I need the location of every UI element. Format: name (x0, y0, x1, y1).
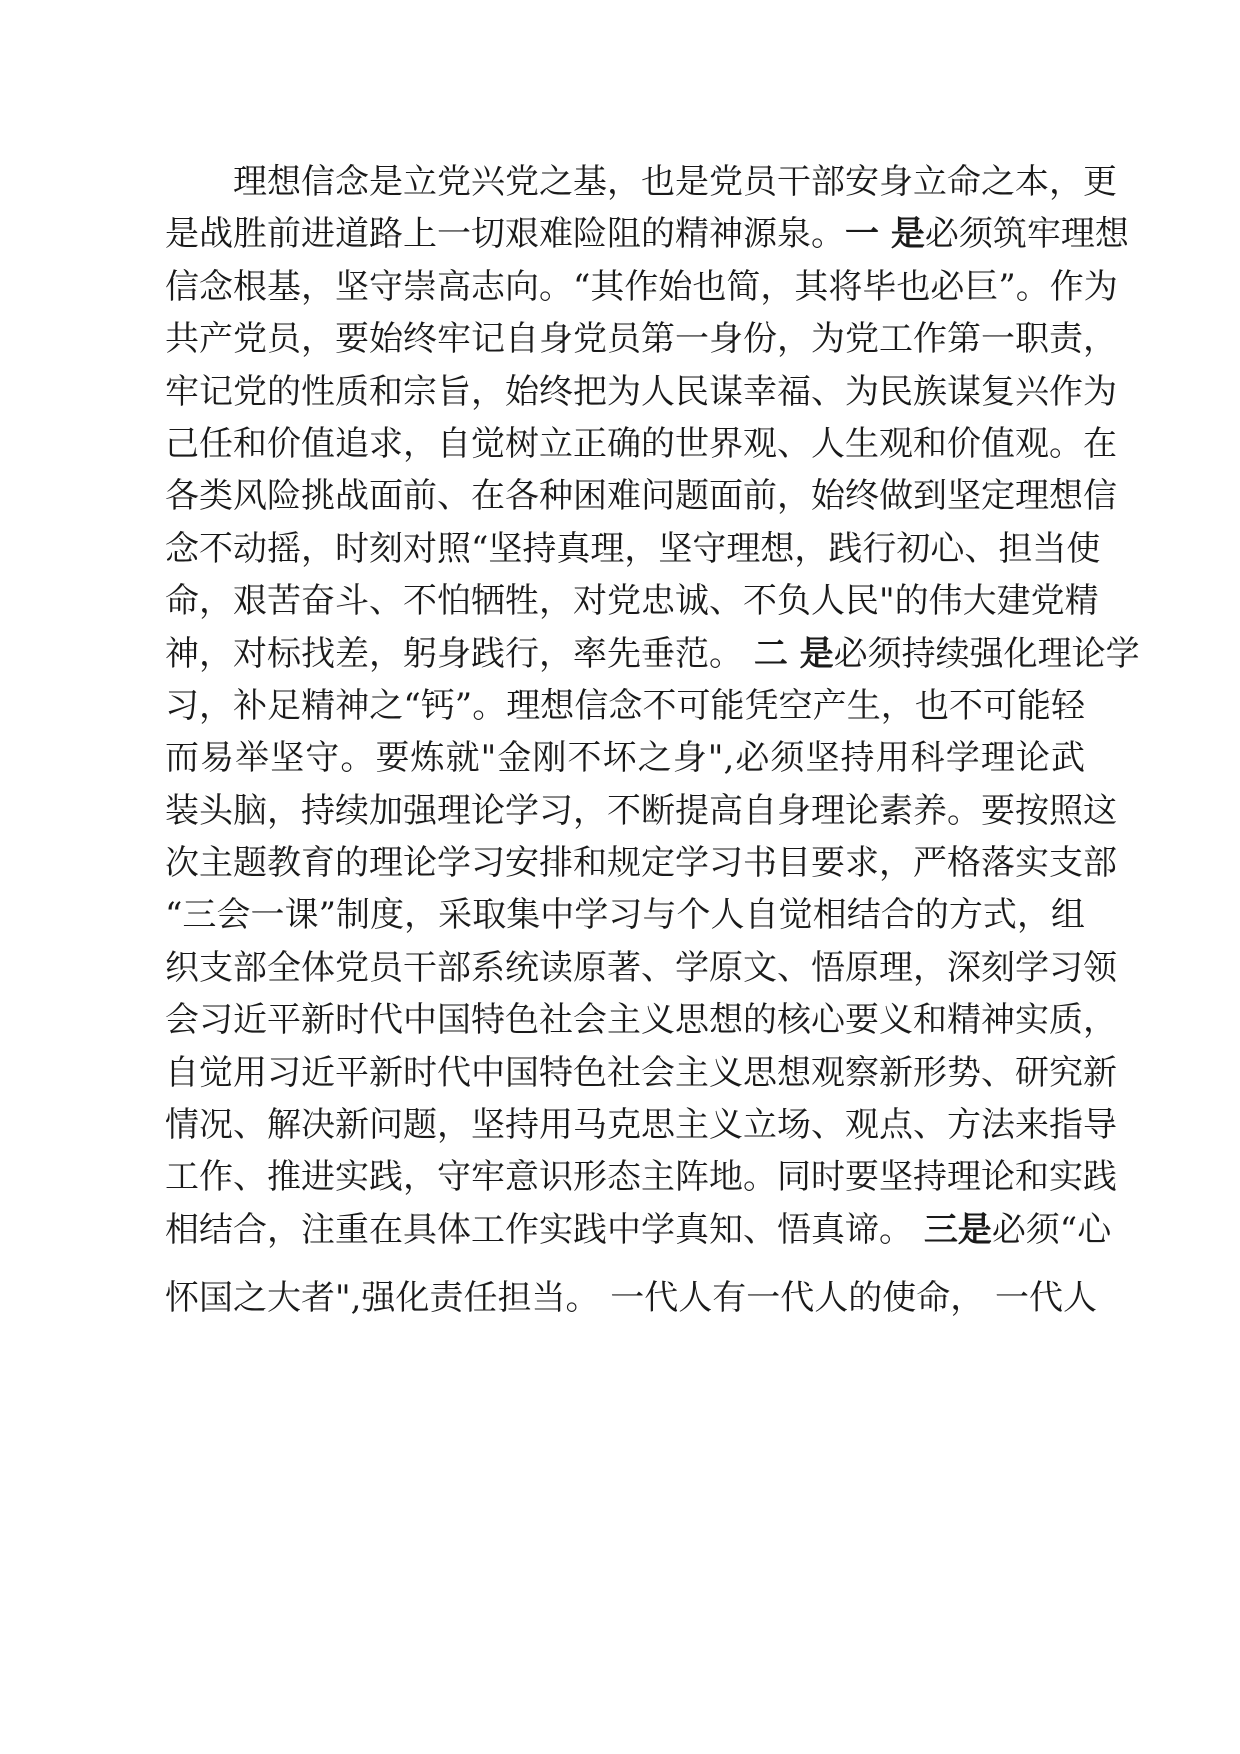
bold-marker: 二 是 (753, 633, 834, 674)
paragraph-line: 怀国之大者",强化责任担当。 一代人有一代人的使命， 一代人 (165, 1278, 1098, 1319)
paragraph-line: 装头脑，持续加强理论学习，不断提高自身理论素养。要按照这 (165, 790, 1117, 831)
paragraph-line: 命，艰苦奋斗、不怕牺牲，对党忠诚、不负人民"的伟大建党精 (165, 581, 1099, 622)
paragraph-line: 习，补足精神之“钙”。理想信念不可能凭空产生，也不可能轻 (165, 685, 1085, 726)
paragraph-line: 次主题教育的理论学习安排和规定学习书目要求，严格落实支部 (165, 843, 1117, 884)
paragraph-line: 信念根基，坚守崇高志向。“其作始也简，其将毕也必巨”。作为 (165, 266, 1118, 307)
paragraph-line: 工作、推进实践，守牢意识形态主阵地。同时要坚持理论和实践 (165, 1157, 1117, 1198)
paragraph-line: “三会一课”制度，采取集中学习与个人自觉相结合的方式，组 (165, 895, 1085, 936)
paragraph-line: 而易举坚守。要炼就"金刚不坏之身",必须坚持用科学理论武 (165, 738, 1085, 779)
paragraph-line: 是战胜前进道路上一切艰难险阻的精神源泉。一 是必须筑牢理想 (165, 214, 1129, 255)
paragraph-line: 理想信念是立党兴党之基，也是党员干部安身立命之本，更 (233, 162, 1117, 202)
paragraph-line: 己任和价值追求，自觉树立正确的世界观、人生观和价值观。在 (165, 423, 1117, 464)
paragraph-line: 相结合，注重在具体工作实践中学真知、悟真谛。 三是必须“心 (165, 1209, 1112, 1250)
body-paragraph (165, 156, 1140, 1325)
paragraph-line: 共产党员，要始终牢记自身党员第一身份，为党工作第一职责， (165, 319, 1117, 360)
paragraph-line: 织支部全体党员干部系统读原著、学原文、悟原理，深刻学习领 (165, 947, 1117, 988)
paragraph-line: 会习近平新时代中国特色社会主义思想的核心要义和精神实质， (165, 1000, 1117, 1041)
paragraph-line: 各类风险挑战面前、在各种困难问题面前，始终做到坚定理想信 (165, 476, 1117, 517)
bold-marker: 一 是 (845, 214, 925, 255)
paragraph-line: 情况、解决新问题，坚持用马克思主义立场、观点、方法来指导 (165, 1105, 1117, 1146)
bold-marker: 三是 (923, 1209, 992, 1250)
paragraph-line: 自觉用习近平新时代中国特色社会主义思想观察新形势、研究新 (165, 1052, 1117, 1093)
paragraph-line: 神，对标找差，躬身践行，率先垂范。 二 是必须持续强化理论学 (165, 633, 1140, 674)
paragraph-line: 牢记党的性质和宗旨，始终把为人民谋幸福、为民族谋复兴作为 (165, 371, 1117, 412)
paragraph-line: 念不动摇，时刻对照“坚持真理，坚守理想，践行初心、担当使 (165, 528, 1101, 569)
